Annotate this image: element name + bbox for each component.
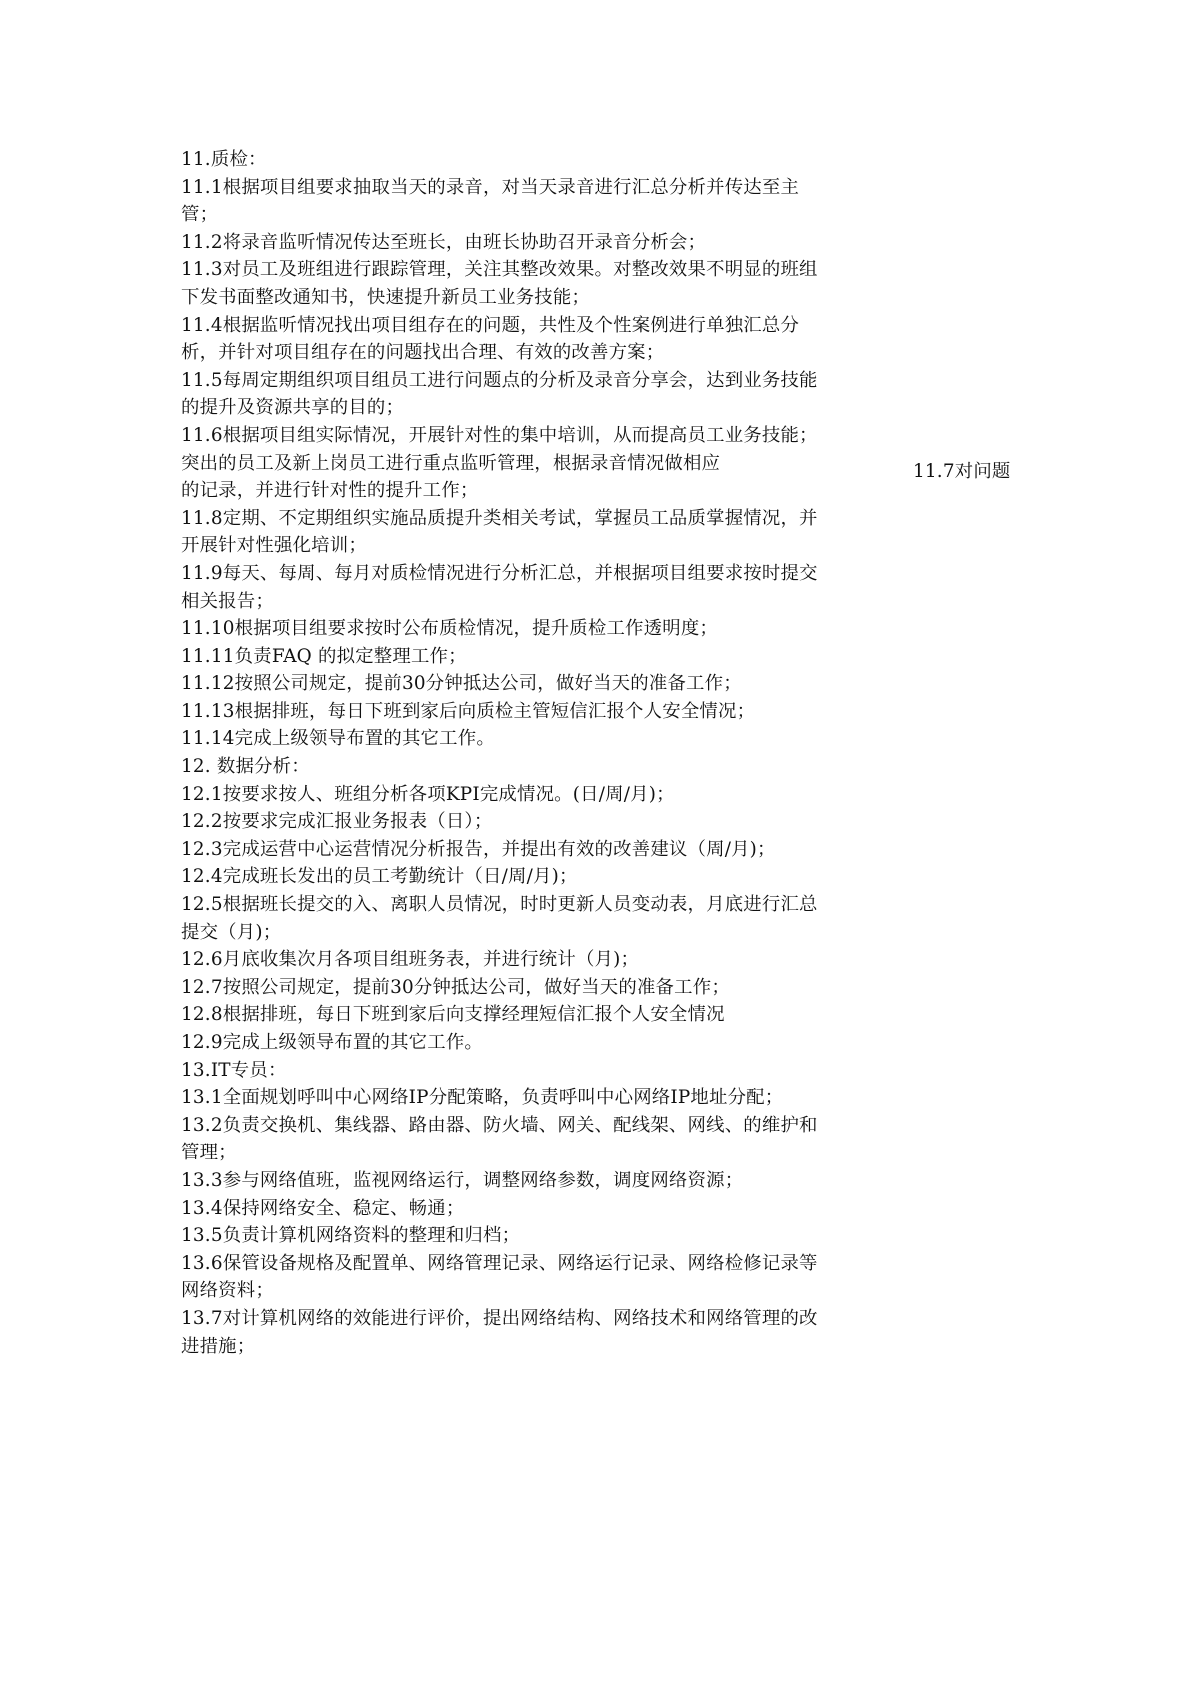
text-line: 13.2负责交换机、集线器、路由器、防火墙、网关、配线架、网线、的维护和 xyxy=(181,1114,818,1136)
text-line: 12.3完成运营中心运营情况分析报告，并提出有效的改善建议（周/月)； xyxy=(181,838,776,860)
text-line: 12.5根据班长提交的入、离职人员情况，时时更新人员变动表，月底进行汇总 xyxy=(181,894,818,916)
text-line: 11.3对员工及班组进行跟踪管理，关注其整改效果。对整改效果不明显的班组 xyxy=(181,259,818,281)
text-line: 11.8定期、不定期组织实施品质提升类相关考试，掌握员工品质掌握情况，并 xyxy=(181,507,818,529)
text-line: 11.质检： xyxy=(181,149,267,170)
text-line: 11.11负责FAQ 的拟定整理工作； xyxy=(181,645,467,667)
text-line: 提交（月)； xyxy=(181,921,282,943)
text-line: 11.1根据项目组要求抽取当天的录音，对当天录音进行汇总分析并传达至主 xyxy=(181,176,800,198)
text-line: 12.4完成班长发出的员工考勤统计（日/周/月)； xyxy=(181,866,578,888)
text-line: 析，并针对项目组存在的问题找出合理、有效的改善方案； xyxy=(181,342,665,364)
text-line: 下发书面整改通知书，快速提升新员工业务技能； xyxy=(181,286,590,308)
text-line: 网络资料； xyxy=(181,1280,274,1302)
text-line: 11.6根据项目组实际情况，开展针对性的集中培训，从而提高员工业务技能； xyxy=(181,424,818,446)
text-line: 开展针对性强化培训； xyxy=(181,535,367,557)
text-line: 13.3参与网络值班，监视网络运行，调整网络参数，调度网络资源； xyxy=(181,1169,744,1191)
text-line: 11.4根据监听情况找出项目组存在的问题，共性及个性案例进行单独汇总分 xyxy=(181,314,800,336)
text-line: 12.1按要求按人、班组分析各项KPI完成情况。(日/周/月)； xyxy=(181,783,675,805)
text-line: 管； xyxy=(181,204,219,226)
text-line: 的记录，并进行针对性的提升工作； xyxy=(181,480,479,502)
text-line: 13.4保持网络安全、稳定、畅通； xyxy=(181,1197,465,1219)
text-line: 12.9完成上级领导布置的其它工作。 xyxy=(181,1032,484,1053)
text-line: 突出的员工及新上岗员工进行重点监听管理，根据录音情况做相应 xyxy=(181,452,721,474)
document-body xyxy=(181,146,941,1360)
text-line: 进措施； xyxy=(181,1335,256,1357)
text-line: 的提升及资源共享的目的； xyxy=(181,397,405,419)
text-line: 12.6月底收集次月各项目组班务表，并进行统计（月)； xyxy=(181,949,640,971)
text-line: 13.IT专员： xyxy=(181,1059,287,1081)
text-line: 13.6保管设备规格及配置单、网络管理记录、网络运行记录、网络检修记录等 xyxy=(181,1252,818,1274)
text-line: 12.7按照公司规定，提前30分钟抵达公司，做好当天的准备工作； xyxy=(181,976,730,998)
text-line: 11.12按照公司规定，提前30分钟抵达公司，做好当天的准备工作； xyxy=(181,673,742,695)
text-line: 12. 数据分析： xyxy=(181,756,310,778)
text-line: 12.2按要求完成汇报业务报表（日）； xyxy=(181,811,493,833)
text-line: 13.5负责计算机网络资料的整理和归档； xyxy=(181,1225,521,1247)
text-line: 11.9每天、每周、每月对质检情况进行分析汇总，并根据项目组要求按时提交 xyxy=(181,562,818,584)
text-line: 13.1全面规划呼叫中心网络IP分配策略，负责呼叫中心网络IP地址分配； xyxy=(181,1087,784,1109)
text-line: 11.5每周定期组织项目组员工进行问题点的分析及录音分享会，达到业务技能 xyxy=(181,369,818,391)
text-line: 相关报告； xyxy=(181,590,274,612)
text-line: 11.2将录音监听情况传达至班长，由班长协助召开录音分析会； xyxy=(181,231,707,253)
text-line: 11.10根据项目组要求按时公布质检情况，提升质检工作透明度； xyxy=(181,618,719,640)
text-line: 13.7对计算机网络的效能进行评价，提出网络结构、网络技术和网络管理的改 xyxy=(181,1307,818,1329)
text-line: 11.13根据排班，每日下班到家后向质检主管短信汇报个人安全情况； xyxy=(181,700,756,722)
text-line: 11.14完成上级领导布置的其它工作。 xyxy=(181,728,495,750)
side-note: 11.7对问题 xyxy=(913,461,1011,482)
text-line: 管理； xyxy=(181,1142,237,1164)
text-line: 12.8根据排班，每日下班到家后向支撑经理短信汇报个人安全情况 xyxy=(181,1004,725,1026)
